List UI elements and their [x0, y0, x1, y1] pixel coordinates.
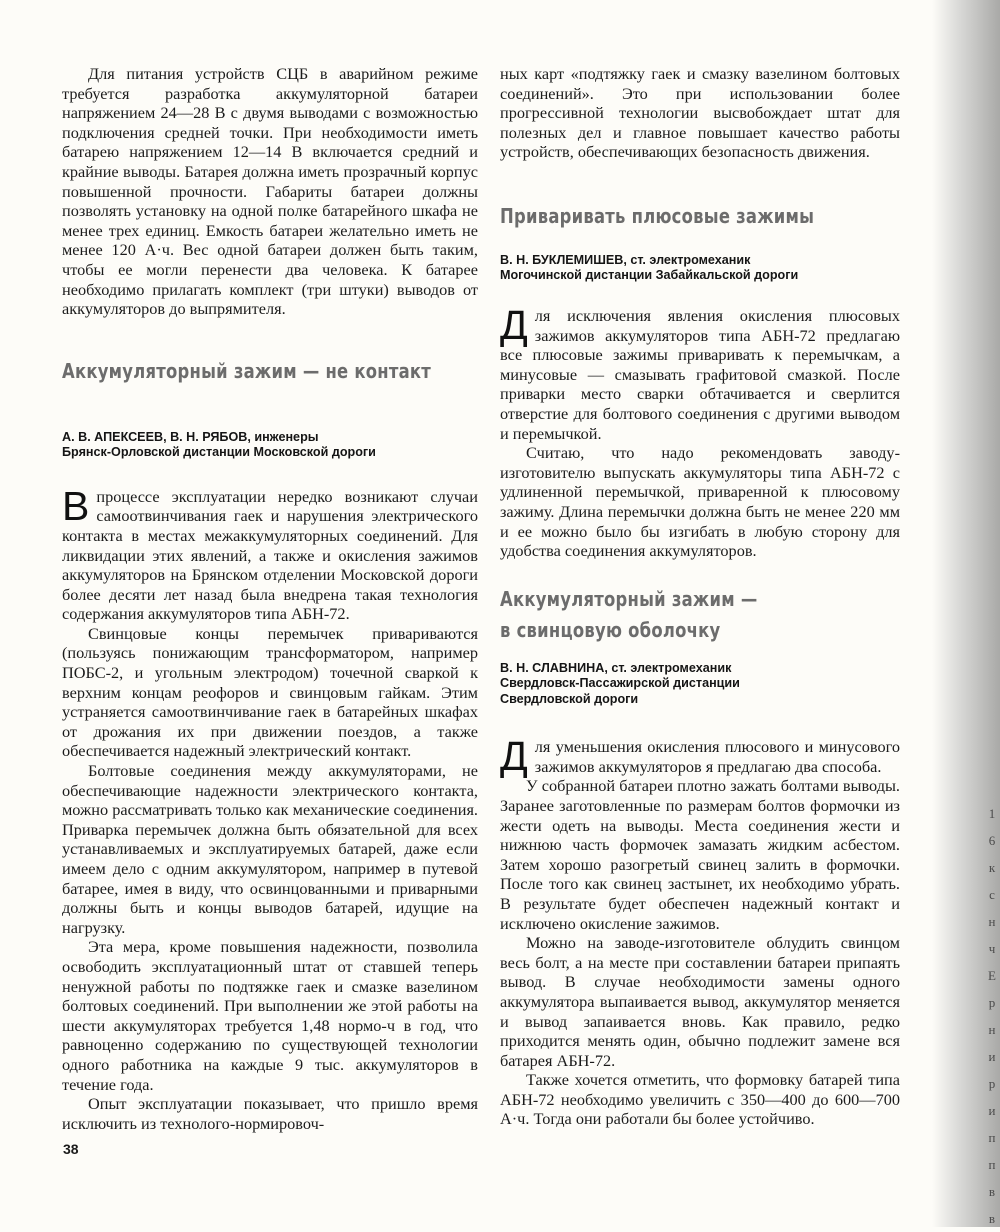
article-byline-organization: Свердловской дороги: [500, 691, 639, 706]
article-heading-line1: Аккумуляторный зажим —: [500, 586, 758, 611]
adjacent-page-edge-text: 1 6 к с н ч Е р н и р и п п в в: [988, 806, 996, 1226]
article-paragraph: Эта мера, кроме повышения надежности, позволила освободить эксплуатационный штат от ставшей теперь ненужной работы по подтяжке гаек и смазке вазелином болтовых соединений. При выполнении же этой работы на шести аккумуляторах требуется 1,48 нормо-ч в год, что равноценно содержанию по существующей технологии одного работника на каждые 9 тыс. аккумуляторов в течение года.: [62, 937, 478, 1094]
article-byline-author: В. Н. БУКЛЕМИШЕВ, ст. электромеханик: [500, 252, 751, 267]
drop-cap: В: [62, 482, 90, 529]
article-paragraph: Также хочется отметить, что формовку батарей типа АБН-72 необходимо увеличить с 350—400 до 600—700 А·ч. Тогда они работали бы более устойчиво.: [500, 1070, 900, 1129]
article-paragraph: Для уменьшения окисления плюсового и минусового зажимов аккумуляторов я предлагаю два способа.: [500, 733, 900, 780]
article-paragraph: Для исключения явления окисления плюсовых зажимов аккумуляторов типа АБН-72 предлагаю все плюсовые зажимы приваривать к перемычкам, а минусовые — смазывать графитовой смазкой. После приварки место сварки обтачивается и сверлится отверстие для болтового соединения с другими выводом и перемычкой.: [500, 301, 900, 443]
article-paragraph: У собранной батареи плотно зажать болтами выводы. Заранее заготовленные по размерам болтов формочки из жести одеть на выводы. Места соединения жести и нижнюю часть формочек замазать жидким асбестом. Затем хорошо разогретый свинец залить в формочки. После того как свинец застынет, их необходимо убрать. В результате будет обеспечен надежный контакт и исключено окисление зажимов.: [500, 776, 900, 933]
left-column: [62, 64, 478, 1133]
article-byline-author: В. Н. СЛАВНИНА, ст. электромеханик: [500, 660, 732, 675]
drop-cap: Д: [500, 733, 528, 780]
article-byline-organization: Могочинской дистанции Забайкальской дороги: [500, 268, 799, 283]
article-paragraph: Впроцессе эксплуатации нередко возникают случаи самоотвинчивания гаек и нарушения электрического контакта в местах межаккумуляторных соединений. Для ликвидации этих явлений, а также и окисления зажимов аккумуляторов на Брянском отделении Московской дороги более десяти лет назад была внедрена такая технология содержания аккумуляторов типа АБН-72.: [62, 482, 478, 624]
article-paragraph: Свинцовые концы перемычек привариваются (пользуясь понижающим трансформатором, например ПОБС-2, и угольным электродом) точечной сваркой к верхним концам реофоров и свинцовым гайкам. Этим устраняется самоотвинчивание гаек в батарейных шкафах от дрожания их при движении поездов, а также обеспечивается надежный электрический контакт.: [62, 623, 478, 761]
article-paragraph: Болтовые соединения между аккумуляторами, не обеспечивающие надежности электрического контакта, можно рассматривать только как механические соединения. Приварка перемычек должна быть обязательной для всех устанавливаемых и эксплуатируемых батарей, даже если имеем дело с одним аккумулятором, например в путевой батарее, имея в виду, что освинцованными и приварными должны быть и концы выводов батарей, идущие на нагрузку.: [62, 761, 478, 937]
article-paragraph: Опыт эксплуатации показывает, что пришло время исключить из технолого-нормировоч-: [62, 1094, 478, 1133]
continuation-paragraph: ных карт «подтяжку гаек и смазку вазелином болтовых соединений». Это при использовании более прогрессивной технологии высвобождает штат для полезных дел и главное повышает качество работы устройств, обеспечивающих безопасность движения.: [500, 64, 900, 162]
article-byline-authors: А. В. АПЕКСЕЕВ, В. Н. РЯБОВ, инженеры: [62, 429, 319, 444]
article-byline-organization: Брянск-Орловской дистанции Московской дороги: [62, 445, 376, 460]
intro-paragraph: Для питания устройств СЦБ в аварийном режиме требуется разработка аккумуляторной батареи напряжением 24—28 В с двумя выводами с возможностью подключения средней точки. При необходимости иметь батарею напряжением 12—14 В включается средний и крайние выводы. Батарея должна иметь прозрачный корпус повышенной прочности. Габариты батареи должны позволять установку на одной полке батарейного шкафа не менее трех единиц. Емкость батареи желательно иметь не менее 120 А·ч. Вес одной батареи должен быть таким, чтобы ее могли перенести два человека. К батарее необходимо прилагать комплект (три штуки) выводов от аккумуляторов до выпрямителя.: [62, 64, 478, 319]
right-column: [500, 64, 900, 1129]
article-paragraph: Считаю, что надо рекомендовать заводу-изготовителю выпускать аккумуляторы типа АБН-72 с удлиненной перемычкой, приваренной к плюсовому зажиму. Длина перемычки должна быть не менее 220 мм и ее можно было бы изгибать в любую сторону для удобства соединения аккумуляторов.: [500, 443, 900, 561]
page-number: 38: [63, 1141, 79, 1157]
article-paragraph: Можно на заводе-изготовителе облудить свинцом весь болт, а на месте при составлении батареи припаять вывод. В случае необходимости замены одного аккумулятора выпаивается вывод, аккумулятор меняется и вывод запаивается вновь. Как правило, редко приходится менять один, обычно подлежит замене вся батарея АБН-72.: [500, 933, 900, 1070]
article-heading: Приваривать плюсовые зажимы: [500, 203, 815, 228]
article-byline-organization: Свердловск-Пассажирской дистанции: [500, 676, 740, 691]
drop-cap: Д: [500, 301, 528, 348]
article-heading: Аккумуляторный зажим — не контакт: [62, 358, 432, 383]
article-heading-line2: в свинцовую оболочку: [500, 617, 721, 642]
